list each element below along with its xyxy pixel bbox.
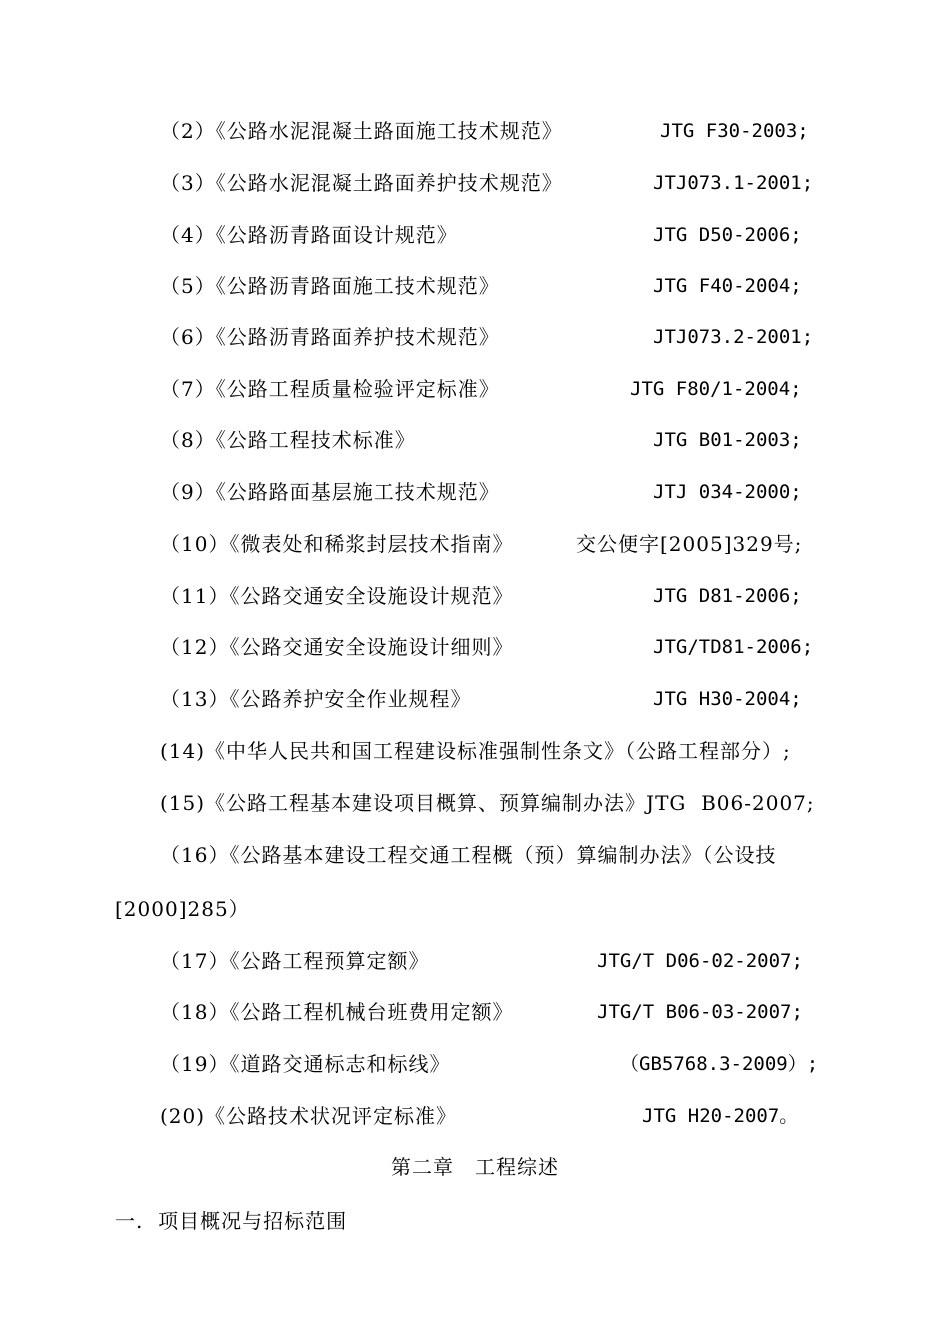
ref-label: （4）《公路沥青路面设计规范》 [160, 223, 458, 247]
ref-label: （10）《微表处和稀浆封层技术指南》 [160, 532, 514, 556]
ref-label: （13）《公路养护安全作业规程》 [160, 687, 472, 711]
ref-label: （5）《公路沥青路面施工技术规范》 [160, 274, 500, 298]
ref-label: （7）《公路工程质量检验评定标准》 [160, 377, 500, 401]
ref-label: （8）《公路工程技术标准》 [160, 428, 416, 452]
ref-label: （9）《公路路面基层施工技术规范》 [160, 480, 500, 504]
ref-label: （11）《公路交通安全设施设计规范》 [160, 584, 514, 608]
ref-label: (20)《公路技术状况评定标准》 [160, 1104, 458, 1128]
ref-code: JTG F80/1-2004; [630, 378, 802, 400]
ref-label: （17）《公路工程预算定额》 [160, 949, 430, 973]
ref-label: (15)《公路工程基本建设项目概算、预算编制办法》JTG B06-2007; [160, 791, 815, 815]
ref-label: （3）《公路水泥混凝土路面养护技术规范》 [160, 171, 563, 195]
ref-label: (14)《中华人民共和国工程建设标准强制性条文》（公路工程部分）; [160, 739, 791, 763]
chapter-title-text: 第二章 工程综述 [391, 1155, 559, 1179]
ref-code: JTJ 034-2000; [653, 481, 802, 503]
ref-code: JTG H30-2004; [653, 688, 802, 710]
ref-label: （12）《公路交通安全设施设计细则》 [160, 635, 514, 659]
ref-label: （19）《道路交通标志和标线》 [160, 1052, 451, 1076]
ref-code: JTG/T D06-02-2007; [597, 950, 803, 972]
ref-code: （GB5768.3-2009）; [620, 1053, 819, 1075]
ref-code: 交公便字[2005]329号; [576, 532, 803, 556]
ref-code: JTJ073.2-2001; [653, 326, 814, 348]
ref-code: JTG H20-2007。 [642, 1105, 799, 1127]
ref-code: JTG D50-2006; [653, 224, 802, 246]
ref-code: JTJ073.1-2001; [653, 172, 814, 194]
ref-label: [2000]285） [115, 897, 250, 921]
section-heading-text: 一. 项目概况与招标范围 [115, 1209, 348, 1233]
ref-code: JTG F30-2003; [660, 120, 809, 142]
ref-code: JTG/TD81-2006; [653, 636, 814, 658]
ref-label: （2）《公路水泥混凝土路面施工技术规范》 [160, 119, 563, 143]
ref-code: JTG F40-2004; [653, 275, 802, 297]
ref-code: JTG/T B06-03-2007; [597, 1001, 803, 1023]
ref-code: JTG D81-2006; [653, 585, 802, 607]
ref-label: （16）《公路基本建设工程交通工程概（预）算编制办法》（公设技 [160, 843, 777, 867]
chapter-title [0, 1152, 950, 1182]
ref-label: （6）《公路沥青路面养护技术规范》 [160, 325, 500, 349]
ref-code: JTG B01-2003; [653, 429, 802, 451]
ref-label: （18）《公路工程机械台班费用定额》 [160, 1000, 514, 1024]
